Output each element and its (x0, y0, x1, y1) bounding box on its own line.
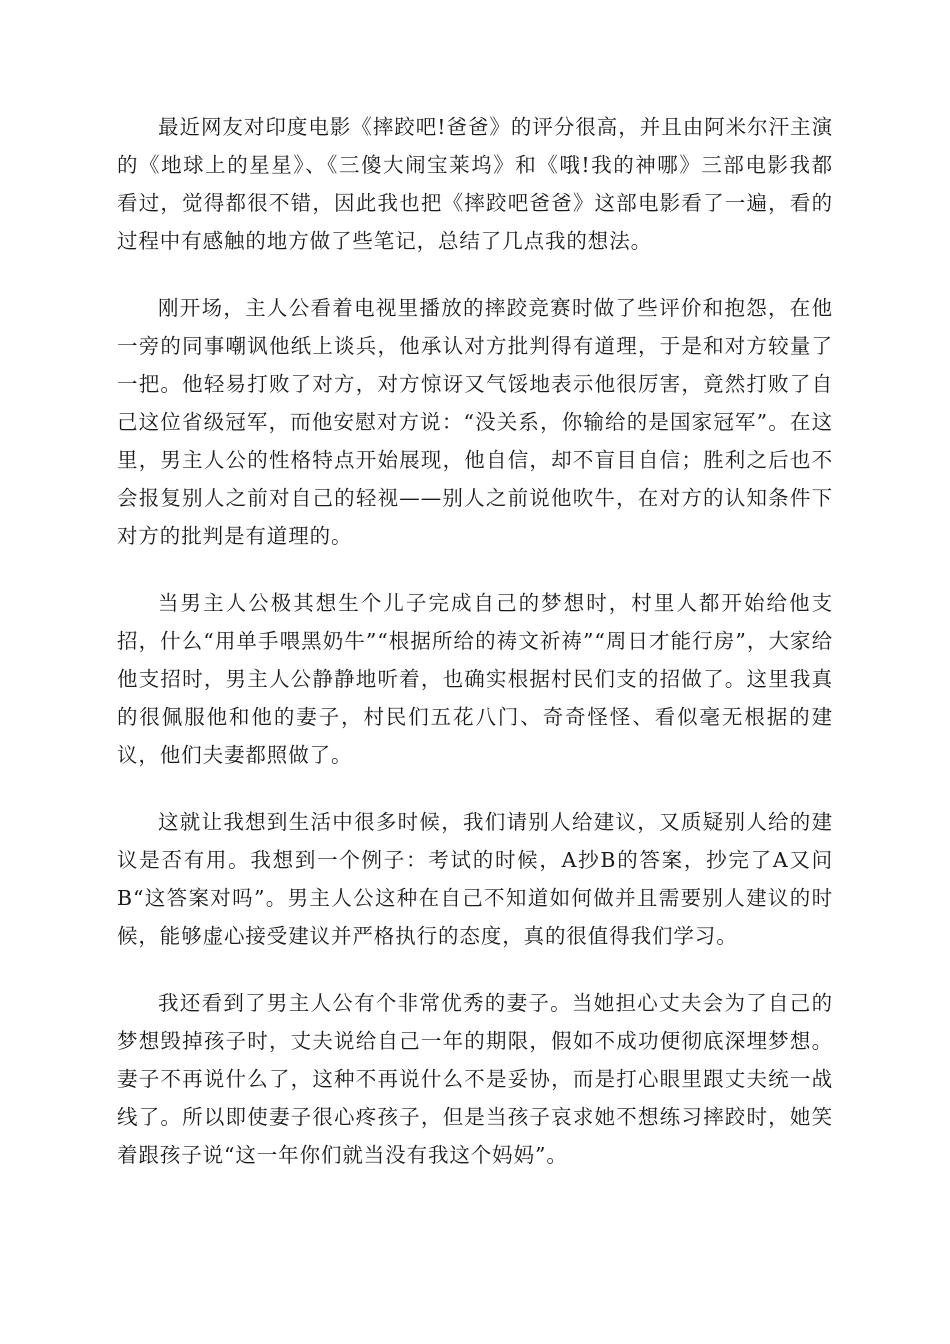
paragraph-life-reflection: 这就让我想到生活中很多时候，我们请别人给建议，又质疑别人给的建议是否有用。我想到一个例子：考试的时候，A抄B的答案，抄完了A又问B“这答案对吗”。男主人公这种在自己不知道如何做并且需要别人建议的时候，能够虚心接受建议并严格执行的态度，真的很值得我们学习。 (117, 810, 833, 948)
paragraph-wife: 我还看到了男主人公有个非常优秀的妻子。当她担心丈夫会为了自己的梦想毁掉孩子时，丈夫说给自己一年的期限，假如不成功便彻底深埋梦想。妻子不再说什么了，这种不再说什么不是妥协，而是打心眼里跟丈夫统一战线了。所以即使妻子很心疼孩子，但是当孩子哀求她不想练习摔跤时，她笑着跟孩子说“这一年你们就当没有我这个妈妈”。 (117, 991, 833, 1167)
paragraph-villagers-advice: 当男主人公极其想生个儿子完成自己的梦想时，村里人都开始给他支招，什么“用单手喂黑奶牛”“根据所给的祷文祈祷”“周日才能行房”，大家给他支招时，男主人公静静地听着，也确实根据村民们支的招做了。这里我真的很佩服他和他的妻子，村民们五花八门、奇奇怪怪、看似毫无根据的建议，他们夫妻都照做了。 (117, 591, 833, 767)
paragraph-opening-scene: 刚开场，主人公看着电视里播放的摔跤竞赛时做了些评价和抱怨，在他一旁的同事嘲讽他纸上谈兵，他承认对方批判得有道理，于是和对方较量了一把。他轻易打败了对方，对方惊讶又气馁地表示他很厉害，竟然打败了自己这位省级冠军，而他安慰对方说：“没关系，你输给的是国家冠军”。在这里，男主人公的性格特点开始展现，他自信，却不盲目自信；胜利之后也不会报复别人之前对自己的轻视——别人之前说他吹牛，在对方的认知条件下对方的批判是有道理的。 (117, 296, 833, 548)
paragraph-intro: 最近网友对印度电影《摔跤吧!爸爸》的评分很高，并且由阿米尔汗主演的《地球上的星星》、《三傻大闹宝莱坞》和《哦!我的神哪》三部电影我都看过，觉得都很不错，因此我也把《摔跤吧爸爸》这部电影看了一遍，看的过程中有感触的地方做了些笔记，总结了几点我的想法。 (117, 115, 833, 253)
document-body (117, 108, 833, 1203)
